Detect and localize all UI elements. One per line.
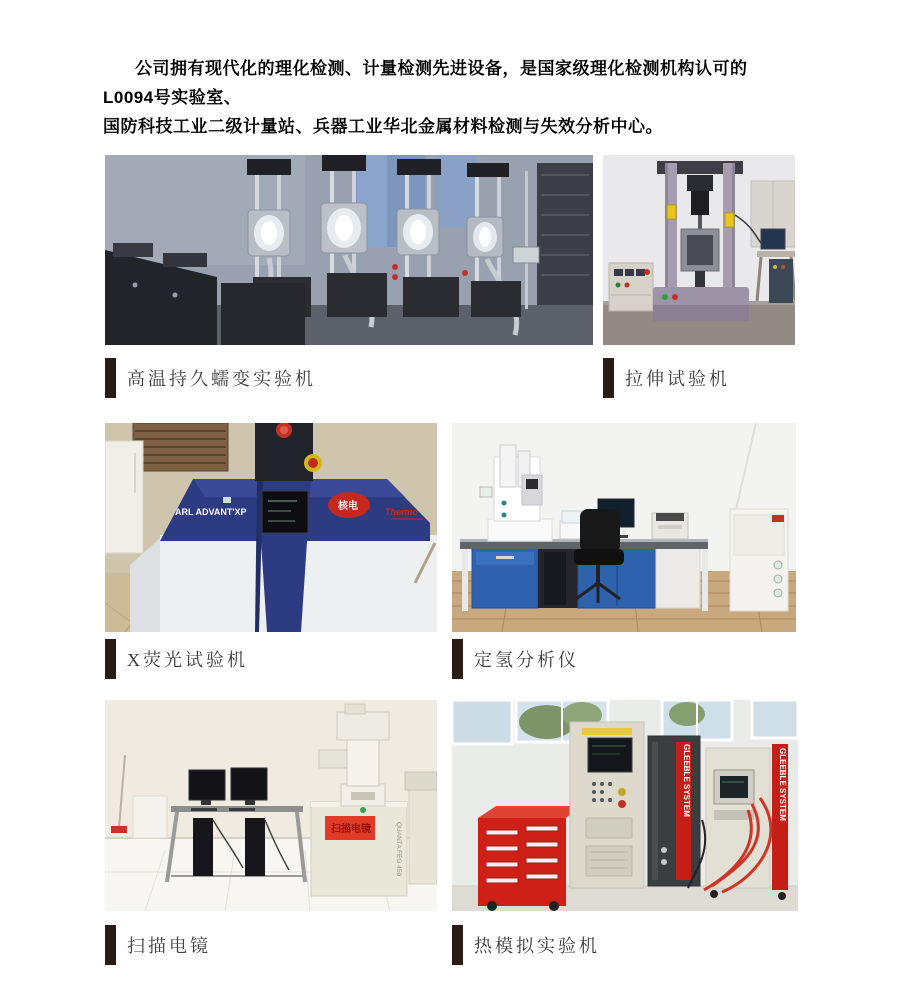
figure-thermal-simulator <box>452 700 798 965</box>
caption-label: 高温持久蠕变实验机 <box>127 369 316 389</box>
xrf-brand-text: ARL ADVANT'XP <box>175 507 247 517</box>
caption-marker <box>105 639 116 679</box>
figure-sem <box>105 700 437 965</box>
tensile-machine-photo <box>603 155 795 345</box>
caption-label: 定氢分析仪 <box>474 650 579 670</box>
figure-hydrogen-analyzer <box>452 423 796 679</box>
hydrogen-analyzer-photo <box>452 423 796 632</box>
caption-label: 扫描电镜 <box>127 936 211 956</box>
xrf-machine-photo <box>105 423 437 632</box>
caption-xrf <box>105 639 437 679</box>
gleeble-banner-right-text: GLEEBLE SYSTEM <box>778 748 787 821</box>
tensile-frame <box>653 161 749 321</box>
dark-panel-left-banner <box>648 736 700 886</box>
sem-model-text: QUANTA FEG 450 <box>395 822 402 877</box>
caption-label: 热模拟实验机 <box>474 936 600 956</box>
intro-line-1: 公司拥有现代化的理化检测、计量检测先进设备，是国家级理化检测机构认可的L0094号实验室、 <box>103 59 748 107</box>
caption-label: X荧光试验机 <box>127 650 248 670</box>
caption-marker <box>452 639 463 679</box>
caption-marker <box>603 358 614 398</box>
caption-label: 拉伸试验机 <box>625 369 730 389</box>
figure-creep-testing-machine <box>105 155 593 398</box>
intro-line-2: 国防科技工业二级计量站、兵器工业华北金属材料检测与失效分析中心。 <box>103 117 663 136</box>
printer <box>652 513 688 539</box>
sem-photo <box>105 700 437 911</box>
figure-xrf-machine <box>105 423 437 679</box>
intro-paragraph <box>103 54 798 141</box>
right-unit <box>706 744 788 890</box>
caption-marker <box>105 925 116 965</box>
caption-creep <box>105 358 593 398</box>
xrf-thermo-text: Thermo <box>385 507 419 517</box>
caption-thermal <box>452 925 798 965</box>
caption-sem <box>105 925 437 965</box>
right-cabinet <box>730 509 788 611</box>
caption-marker <box>105 358 116 398</box>
caption-marker <box>452 925 463 965</box>
caption-hydrogen <box>452 639 796 679</box>
gleeble-banner-left-text: GLEEBLE SYSTEM <box>682 744 691 817</box>
caption-tensile <box>603 358 795 398</box>
figure-tensile-testing-machine <box>603 155 795 398</box>
wall-vent <box>133 423 228 471</box>
thermal-simulator-photo <box>452 700 798 911</box>
sem-red-label-text: 扫描电镜 <box>331 824 371 835</box>
creep-testing-machines-photo <box>105 155 593 345</box>
xrf-badge-text: 核电 <box>338 501 358 512</box>
control-cabinet <box>570 722 644 888</box>
control-box <box>609 263 653 311</box>
